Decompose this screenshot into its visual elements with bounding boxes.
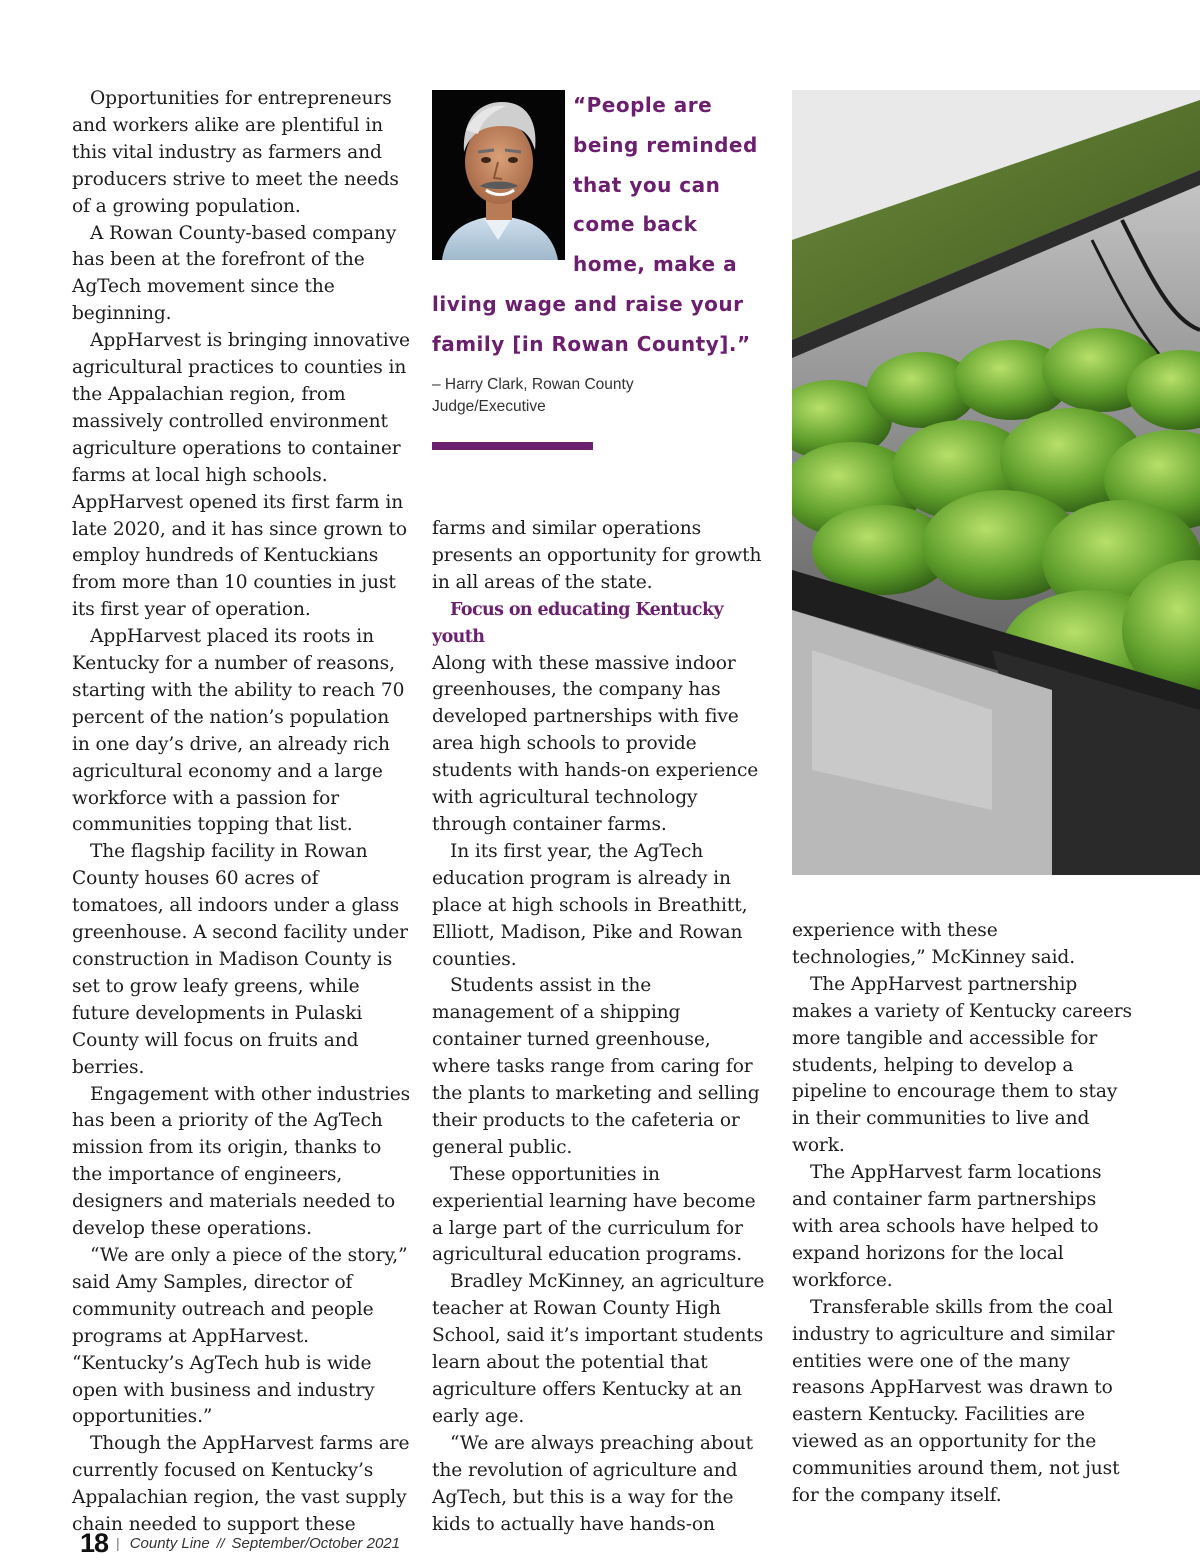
paragraph: The AppHarvest partnership makes a variety of Kentucky careers more tangible and accessible for students, helping to develop a pipeline to encourage them to stay in their communities to live and work. <box>792 973 1132 1157</box>
attribution-line: – Harry Clark, Rowan County <box>432 376 634 393</box>
paragraph: Opportunities for entrepreneurs and workers alike are plentiful in this vital industry as farmers and producers strive to meet the needs of a growing population. <box>72 88 399 217</box>
paragraph: A Rowan County-based company has been at the forefront of the AgTech movement since the beginning. <box>72 222 397 325</box>
issue-date: September/October 2021 <box>231 1534 400 1552</box>
footer-slashes: // <box>216 1535 225 1551</box>
greens-illustration <box>792 90 1200 875</box>
pull-quote-line: family [in Rowan County].” <box>432 331 751 356</box>
paragraph: farms and similar operations presents an opportunity for growth in all areas of the state. <box>432 518 762 593</box>
paragraph: Bradley McKinney, an agriculture teacher at Rowan County High School, said it’s important students learn about the potential that agriculture offers Kentucky at an early age. <box>432 1271 765 1427</box>
footer-separator: | <box>116 1535 120 1551</box>
paragraph: Engagement with other industries has been a priority of the AgTech mission from its origin, thanks to the importance of engineers, designers and materials needed to develop these operations. <box>72 1083 411 1240</box>
paragraph: In its first year, the AgTech education program is already in place at high schools in Breathitt, Elliott, Madison, Pike and Rowan counties. <box>432 840 748 970</box>
attribution-line: Judge/Executive <box>432 398 546 415</box>
paragraph: Students assist in the management of a shipping container turned greenhouse, where tasks range from caring for the plants to marketing and selling their products to the cafeteria or general public. <box>432 975 760 1158</box>
paragraph: AppHarvest placed its roots in Kentucky for a number of reasons, starting with the ability to reach 70 percent of the nation’s population in one day’s drive, an already rich agricultural economy and a large workforce with a passion for communities topping that list. <box>72 626 405 836</box>
pull-quote-line: being reminded <box>573 132 758 157</box>
paragraph: Though the AppHarvest farms are currently focused on Kentucky’s Appalachian region, the vast supply chain needed to support these <box>72 1433 410 1536</box>
paragraph: “We are only a piece of the story,” said Amy Samples, director of community outreach and people programs at AppHarvest. “Kentucky’s AgTech hub is wide open with business and industry opportunities.” <box>72 1244 408 1428</box>
pull-quote <box>432 86 772 365</box>
pull-quote-line: come back <box>573 212 698 237</box>
pull-quote-line: that you can <box>573 172 721 197</box>
pull-quote-rule <box>432 442 593 450</box>
paragraph: “We are always preaching about the revolution of agriculture and AgTech, but this is a way for the kids to actually have hands-on <box>432 1432 754 1535</box>
paragraph: The flagship facility in Rowan County houses 60 acres of tomatoes, all indoors under a glass greenhouse. A second facility under construction in Madison County is set to grow leafy greens, while future developments in Pulaski County will focus on fruits and berries. <box>72 841 408 1078</box>
pull-quote-line: home, make a <box>573 252 738 277</box>
page-number: 18 <box>80 1527 109 1558</box>
publication-name: County Line <box>129 1534 210 1552</box>
pull-quote-line: living wage and raise your <box>432 291 744 316</box>
pull-quote-line: “People are <box>573 93 713 117</box>
paragraph: The AppHarvest farm locations and container farm partnerships with area schools have helped to expand horizons for the local workforce. <box>792 1162 1102 1291</box>
paragraph: experience with these technologies,” McKinney said. <box>792 920 1076 968</box>
quote-attribution <box>432 374 732 418</box>
lettuce-grow-rack-photo <box>792 90 1200 875</box>
paragraph: These opportunities in experiential learning have become a large part of the curriculum for agricultural education programs. <box>432 1163 756 1266</box>
paragraph: Transferable skills from the coal industry to agriculture and similar entities were one of the many reasons AppHarvest was drawn to eastern Kentucky. Facilities are viewed as an opportunity for the communities around them, not just for the company itself. <box>792 1296 1120 1507</box>
article-column-3 <box>792 918 1132 1510</box>
page-footer <box>80 1526 400 1560</box>
paragraph: Along with these massive indoor greenhouses, the company has developed partnerships with five area high schools to provide students with hands-on experience with agricultural technology through container farms. <box>432 652 759 835</box>
article-column-1 <box>72 86 412 1539</box>
article-column-2 <box>432 516 770 1538</box>
section-subhead: Focus on educating Kentucky youth <box>432 599 724 647</box>
paragraph: AppHarvest is bringing innovative agricultural practices to counties in the Appalachian region, from massively controlled environment agriculture operations to container farms at local high schools. AppHarvest opened its first farm in late 2020, and it has since grown to employ hundreds of Kentuckians from more than 10 counties in just its first year of operation. <box>72 330 410 621</box>
